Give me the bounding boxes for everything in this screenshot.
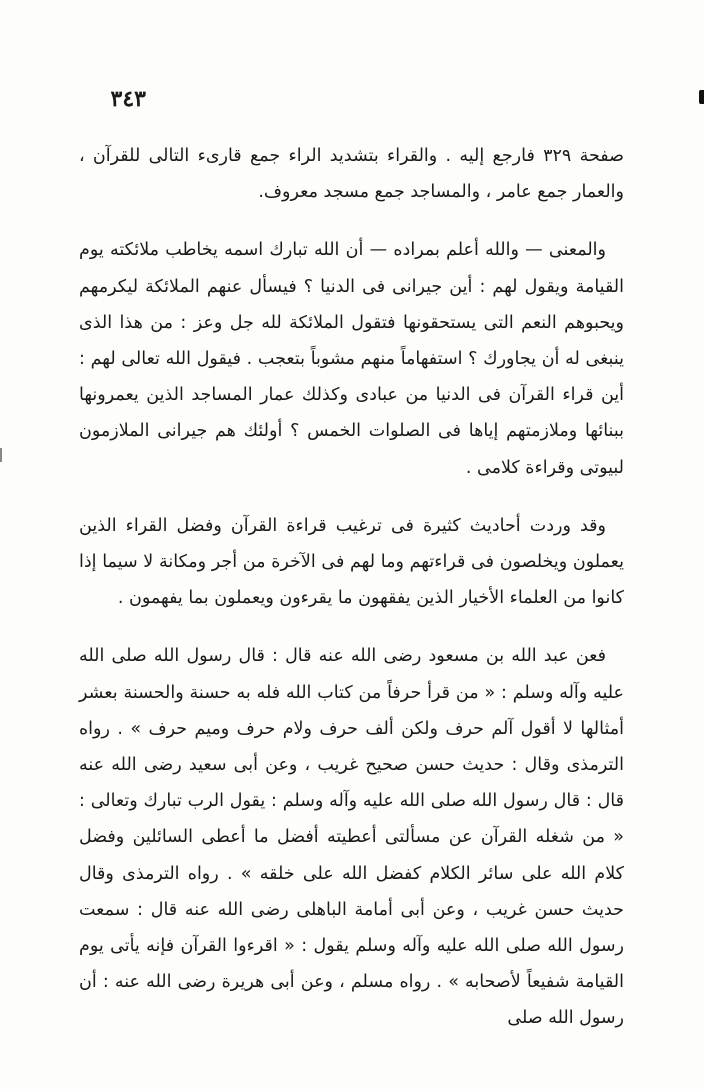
paragraph-1: صفحة ٣٢٩ فارجع إليه . والقراء بتشديد الراء جمع قارىء التالى للقرآن ، والعمار جمع عامر ، والمساجد جمع مسجد معروف. bbox=[79, 146, 624, 203]
edge-mark bbox=[699, 90, 704, 104]
paragraph-2: والمعنى — والله أعلم بمراده — أن الله تبارك اسمه يخاطب ملائكته يوم القيامة ويقول لهم : أين جيرانى فى الدنيا ؟ فيسأل عنهم الملائكة ليكرمهم ويحبوهم النعم التى يستحقونها فتقول الملائكة لله جل وعز : من هذا الذى ينبغى له أن يجاورك ؟ استفهاماً منهم مشوباً بتعجب . فيقول الله تعالى لهم : أين قراء القرآن فى الدنيا من عبادى وكذلك عمار المساجد الذين يعمرونها ببنائها وملازمتهم إياها فى الصلوات الخمس ؟ أولئك هم جيرانى الملازمون لبيوتى وقراءة كلامى . bbox=[79, 240, 624, 478]
body-text bbox=[79, 138, 624, 1037]
page-number: ٣٤٣ bbox=[110, 86, 146, 112]
paragraph-3: وقد وردت أحاديث كثيرة فى ترغيب قراءة القرآن وفضل القراء الذين يعملون ويخلصون فى قراءتهم وما لهم فى الآخرة من أجر ومكانة لا سيما إذا كانوا من العلماء الأخيار الذين يفقهون ما يقرءون ويعملون بما يفهمون . bbox=[79, 515, 624, 609]
paragraph-4: فعن عبد الله بن مسعود رضى الله عنه قال : قال رسول الله صلى الله عليه وآله وسلم : « من قرأ حرفاً من كتاب الله فله به حسنة والحسنة بعشر أمثالها لا أقول آلم حرف ولكن ألف حرف ولام حرف وميم حرف » . رواه الترمذى وقال : حديث حسن صحيح غريب ، وعن أبى سعيد رضى الله عنه قال : قال رسول الله صلى الله عليه وآله وسلم : يقول الرب تبارك وتعالى : « من شغله القرآن عن مسألتى أعطيته أفضل ما أعطى السائلين وفضل كلام الله على سائر الكلام كفضل الله على خلقه » . رواه الترمذى وقال حديث حسن غريب ، وعن أبى أمامة الباهلى رضى الله عنه قال : سمعت رسول الله صلى الله عليه وآله وسلم يقول : « اقرءوا القرآن فإنه يأتى يوم القيامة شفيعاً لأصحابه » . رواه مسلم ، وعن أبى هريرة رضى الله عنه : أن رسول الله صلى bbox=[79, 646, 624, 1029]
edge-mark-left bbox=[0, 448, 2, 462]
